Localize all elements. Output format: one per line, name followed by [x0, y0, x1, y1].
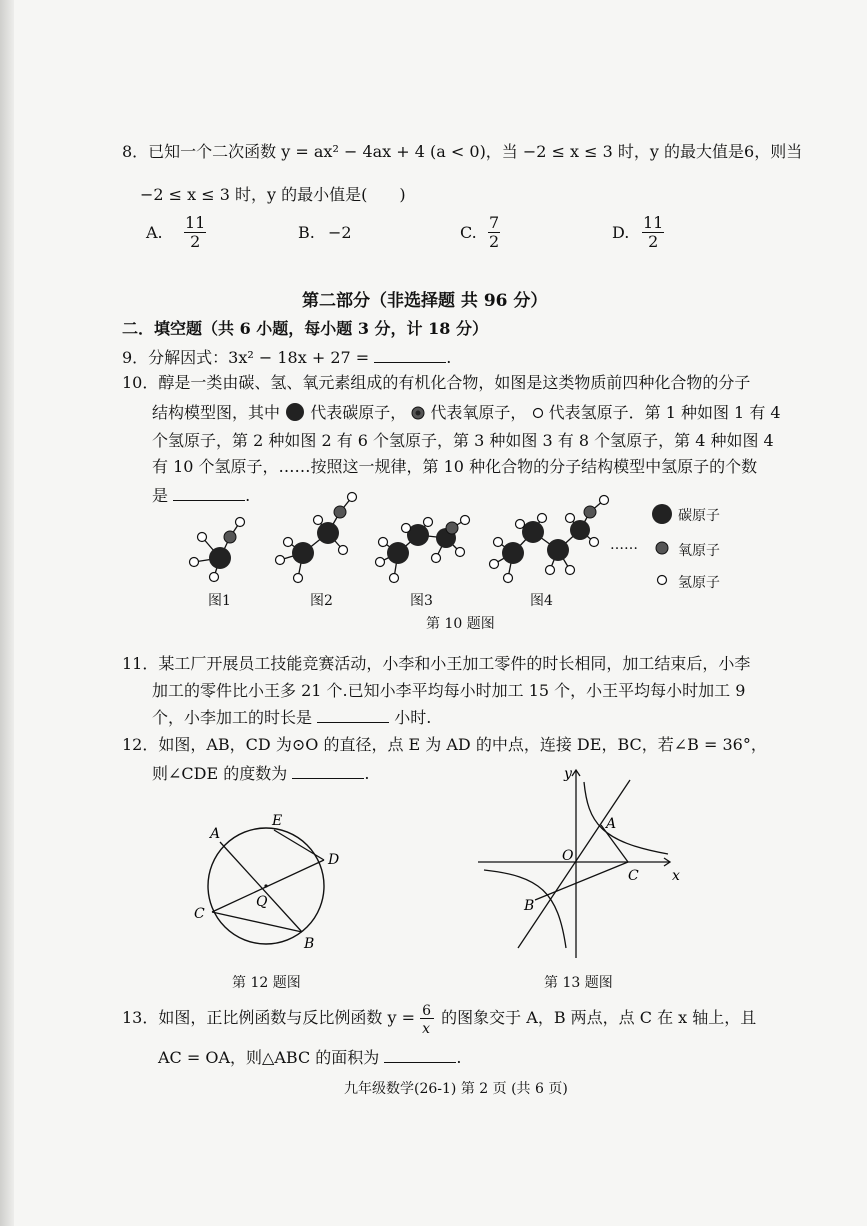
point-a13-label: A	[606, 816, 617, 832]
q8-option-b-letter: B.	[298, 223, 315, 242]
fig1-label: 图1	[208, 593, 231, 609]
y-axis-label: y	[564, 766, 572, 782]
q11-line3a: 个，小李加工的时长是	[152, 708, 313, 727]
q13-line1b: 的图象交于 A，B 两点，点 C 在 x 轴上，且	[441, 1008, 757, 1027]
q8-option-d-fraction	[642, 214, 664, 251]
q8-option-c-num: 7	[489, 213, 500, 232]
legend-hydrogen: 氢原子	[678, 575, 720, 591]
q11-answer-blank	[317, 706, 389, 723]
q8-option-c-letter: C.	[460, 223, 477, 242]
q12-line2-text: 则∠CDE 的度数为	[152, 764, 288, 783]
q13-fraction	[420, 1002, 436, 1037]
page-edge	[0, 0, 14, 1226]
q10-line2	[152, 402, 781, 424]
q10-line2a: 结构模型图，其中	[152, 403, 281, 422]
q8-line2: −2 ≤ x ≤ 3 时，y 的最小值是( )	[140, 185, 406, 204]
q11-line3	[152, 706, 431, 729]
q12-line1: 12．如图，AB，CD 为⊙O 的直径，点 E 为 AD 的中点，连接 DE，BC，若∠B = 36°，	[122, 735, 767, 754]
q10-line2b: 代表碳原子，	[310, 403, 407, 422]
q13-frac-den: x	[422, 1020, 430, 1037]
point-b13-label: B	[524, 898, 535, 914]
part2-title: 第二部分（非选择题 共 96 分）	[302, 291, 548, 311]
q10-line5-text: 是	[152, 486, 169, 505]
q10-line2d: 代表氢原子．第 1 种如图 1 有 4	[548, 403, 781, 422]
q8-option-c-fraction	[488, 214, 500, 251]
q10-line2c: 代表氧原子，	[430, 403, 527, 422]
q13-caption: 第 13 题图	[544, 975, 613, 991]
fig4-label: 图4	[530, 593, 553, 609]
oxygen-atom-icon	[411, 406, 425, 420]
q11-line3b: 小时.	[394, 708, 432, 727]
legend-oxygen: 氧原子	[678, 543, 720, 559]
legend-carbon: 碳原子	[678, 508, 720, 524]
q9-answer-blank	[374, 346, 446, 363]
page-footer: 九年级数学(26-1) 第 2 页 (共 6 页)	[344, 1081, 568, 1097]
q8-option-c-den: 2	[489, 232, 500, 251]
hydrogen-atom-icon	[532, 407, 544, 419]
carbon-atom-icon	[285, 402, 305, 422]
q12-caption: 第 12 题图	[232, 975, 301, 991]
q12-period: .	[364, 764, 370, 783]
q13-line2	[158, 1046, 461, 1069]
q8-line1: 8．已知一个二次函数 y = ax² − 4ax + 4 (a < 0)，当 −2 ≤ x ≤ 3 时，y 的最大值是6，则当	[122, 142, 803, 161]
q9-text	[122, 346, 451, 369]
q13-line1a: 13．如图，正比例函数与反比例函数 y =	[122, 1008, 415, 1027]
q9-period: .	[446, 348, 452, 367]
point-c13-label: C	[628, 868, 639, 884]
q8-option-a-num: 11	[185, 213, 206, 232]
fig3-label: 图3	[410, 593, 433, 609]
q8-option-a-fraction	[184, 214, 206, 251]
q10-period: .	[245, 486, 251, 505]
point-d-label: D	[328, 852, 340, 868]
q10-caption: 第 10 题图	[426, 616, 495, 632]
point-a-label: A	[210, 826, 221, 842]
q12-answer-blank	[292, 762, 364, 779]
q13-coordinate-figure	[470, 762, 690, 962]
q8-option-b-value: −2	[328, 223, 352, 242]
q12-circle-figure	[190, 808, 350, 958]
q10-dots: ……	[610, 537, 638, 553]
q13-frac-num: 6	[422, 1002, 431, 1019]
q8-option-d-num: 11	[643, 213, 664, 232]
q10-line4: 有 10 个氢原子，……按照这一规律，第 10 种化合物的分子结构模型中氢原子的个数	[152, 457, 758, 476]
q13-line2-text: AC = OA，则△ABC 的面积为	[158, 1048, 380, 1067]
q8-option-a-den: 2	[190, 232, 201, 251]
point-q-label: Q	[256, 894, 268, 910]
q10-line3: 个氢原子，第 2 种如图 2 有 6 个氢原子，第 3 种如图 3 有 8 个氢原子，第 4 种如图 4	[152, 431, 774, 450]
q13-answer-blank	[384, 1046, 456, 1063]
q8-option-d-den: 2	[648, 232, 659, 251]
point-e-label: E	[272, 813, 283, 829]
q13-line1	[122, 1002, 757, 1037]
q8-option-a-letter: A.	[146, 223, 163, 242]
q9-prompt: 9．分解因式：3x² − 18x + 27 =	[122, 348, 370, 367]
point-o-label: O	[562, 848, 574, 864]
q13-period: .	[456, 1048, 462, 1067]
q8-option-d-letter: D.	[612, 223, 630, 242]
point-c-label: C	[194, 906, 205, 922]
x-axis-label: x	[672, 868, 680, 884]
fig2-label: 图2	[310, 593, 333, 609]
q11-line2: 加工的零件比小王多 21 个.已知小李平均每小时加工 15 个，小王平均每小时加工 9	[152, 681, 746, 700]
q10-line1: 10．醇是一类由碳、氢、氧元素组成的有机化合物，如图是这类物质前四种化合物的分子	[122, 373, 751, 392]
q12-line2	[152, 762, 369, 785]
section2-title: 二．填空题（共 6 小题，每小题 3 分，计 18 分）	[122, 319, 488, 338]
q11-line1: 11．某工厂开展员工技能竞赛活动，小李和小王加工零件的时长相同，加工结束后，小李	[122, 654, 751, 673]
point-b-label: B	[304, 936, 315, 952]
